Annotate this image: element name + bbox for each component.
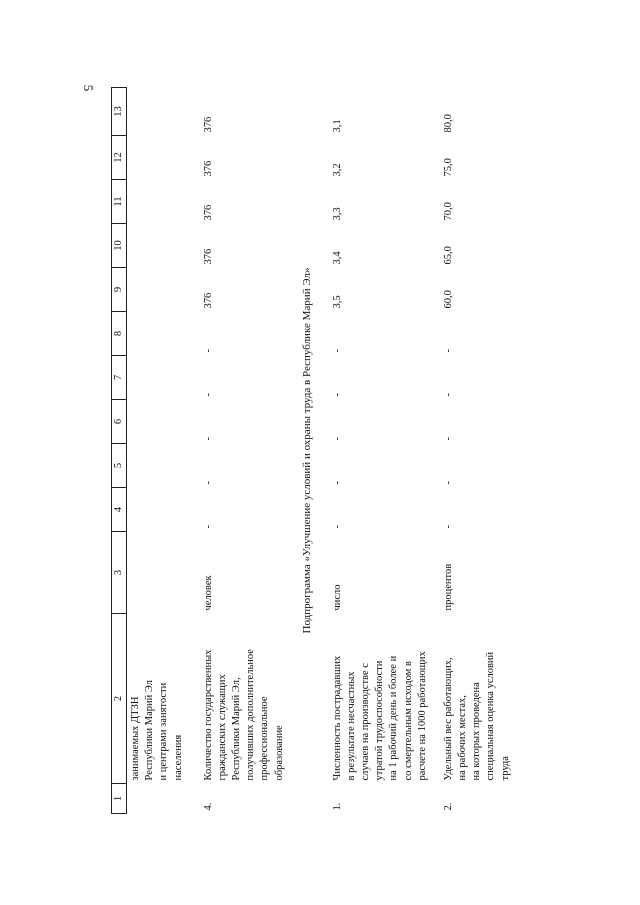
value-cell [127, 356, 186, 400]
value-cell [127, 136, 186, 180]
value-cell: - [202, 393, 214, 397]
header-cell: 6 [112, 400, 127, 444]
indicator-line: на рабочих местах, [457, 695, 469, 781]
indicator-line: на 1 рабочий день и более и [388, 655, 400, 781]
value-cell: 376 [202, 248, 214, 265]
indicator-line: Количество государственных [202, 649, 214, 781]
rotated-table-container [111, 88, 531, 814]
indicator-line: специальная оценка условий [485, 651, 497, 781]
value-cell: - [442, 525, 454, 529]
header-cell: 11 [112, 180, 127, 224]
unit-cell: человек [202, 575, 214, 611]
value-cell [127, 312, 186, 356]
value-cell: - [202, 349, 214, 353]
value-cell: 3,1 [331, 119, 343, 133]
value-cell: 65,0 [442, 246, 454, 265]
indicator-line: образование [273, 725, 285, 781]
value-cell: 70,0 [442, 202, 454, 221]
table-row [127, 88, 186, 814]
header-cell: 10 [112, 224, 127, 268]
value-cell [127, 400, 186, 444]
value-cell [127, 268, 186, 312]
table-row [200, 88, 287, 814]
value-cell: 80,0 [442, 114, 454, 133]
value-cell: - [202, 437, 214, 441]
indicators-table [111, 87, 513, 814]
row-number: 1. [331, 802, 343, 811]
value-cell: 3,4 [331, 251, 343, 265]
value-cell: - [442, 437, 454, 441]
indicator-line: на которых проведена [471, 682, 483, 781]
value-cell: 376 [202, 204, 214, 221]
subprogram-row [287, 88, 329, 814]
header-cell: 13 [112, 88, 127, 136]
value-cell: - [202, 525, 214, 529]
value-cell: 60,0 [442, 290, 454, 309]
value-cell: 3,5 [331, 295, 343, 309]
indicator-line: получивших дополнительное [245, 649, 257, 781]
subprogram-title: Подпрограмма «Улучшение условий и охраны труда в Республике Марий Эл» [301, 267, 314, 634]
value-cell: - [202, 481, 214, 485]
indicator-line: профессиональное [259, 696, 271, 781]
table-row [440, 88, 513, 814]
indicator-name [200, 614, 287, 784]
value-cell: - [331, 481, 343, 485]
value-cell [127, 444, 186, 488]
value-cell [127, 88, 186, 136]
header-cell: 9 [112, 268, 127, 312]
indicator-line: занимаемых ДТЗН [130, 696, 141, 781]
indicator-line: расчете на 1000 работающих [416, 651, 428, 781]
header-cell: 4 [112, 488, 127, 532]
indicator-name [127, 614, 186, 784]
indicator-line: утратой трудоспособности [374, 660, 386, 781]
value-cell: 376 [202, 292, 214, 309]
header-cell: 2 [112, 614, 127, 784]
value-cell: 376 [202, 160, 214, 177]
value-cell: - [331, 349, 343, 353]
header-row [112, 88, 127, 814]
value-cell: - [331, 437, 343, 441]
value-cell [127, 180, 186, 224]
indicator-line: гражданских служащих [216, 674, 228, 781]
value-cell: - [442, 481, 454, 485]
indicator-line: Удельный вес работающих, [442, 657, 454, 781]
value-cell: 3,2 [331, 163, 343, 177]
value-cell: - [442, 393, 454, 397]
indicator-line: Республики Марий Эл, [231, 677, 243, 781]
value-cell: - [331, 393, 343, 397]
indicator-line: в результате несчастных [345, 671, 357, 781]
indicator-name [329, 614, 430, 784]
value-cell: 376 [202, 116, 214, 133]
row-number [127, 784, 186, 814]
indicator-line: труда [499, 756, 511, 781]
indicator-line: и центрами занятости [158, 682, 170, 781]
value-cell: - [331, 525, 343, 529]
row-number: 2. [442, 802, 454, 811]
header-cell: 1 [112, 784, 127, 814]
value-cell: 3,3 [331, 207, 343, 221]
page-number: 5 [81, 84, 96, 92]
indicator-line: населения [172, 734, 184, 781]
unit-cell: процентов [442, 563, 454, 611]
indicator-line: Республики Марий Эл [144, 680, 156, 781]
value-cell: - [442, 349, 454, 353]
indicator-line: Численность пострадавших [331, 655, 343, 781]
header-cell: 5 [112, 444, 127, 488]
indicator-line: случаев на производстве с [360, 663, 372, 781]
unit-cell: число [331, 584, 343, 611]
header-cell: 12 [112, 136, 127, 180]
row-number: 4. [202, 802, 214, 811]
header-cell: 8 [112, 312, 127, 356]
header-cell: 7 [112, 356, 127, 400]
indicator-line: со смертельным исходом в [402, 661, 414, 781]
table-row [329, 88, 430, 814]
value-cell: 75,0 [442, 158, 454, 177]
value-cell [127, 488, 186, 532]
unit-cell [127, 532, 186, 614]
value-cell [127, 224, 186, 268]
header-cell: 3 [112, 532, 127, 614]
indicator-name [440, 614, 513, 784]
